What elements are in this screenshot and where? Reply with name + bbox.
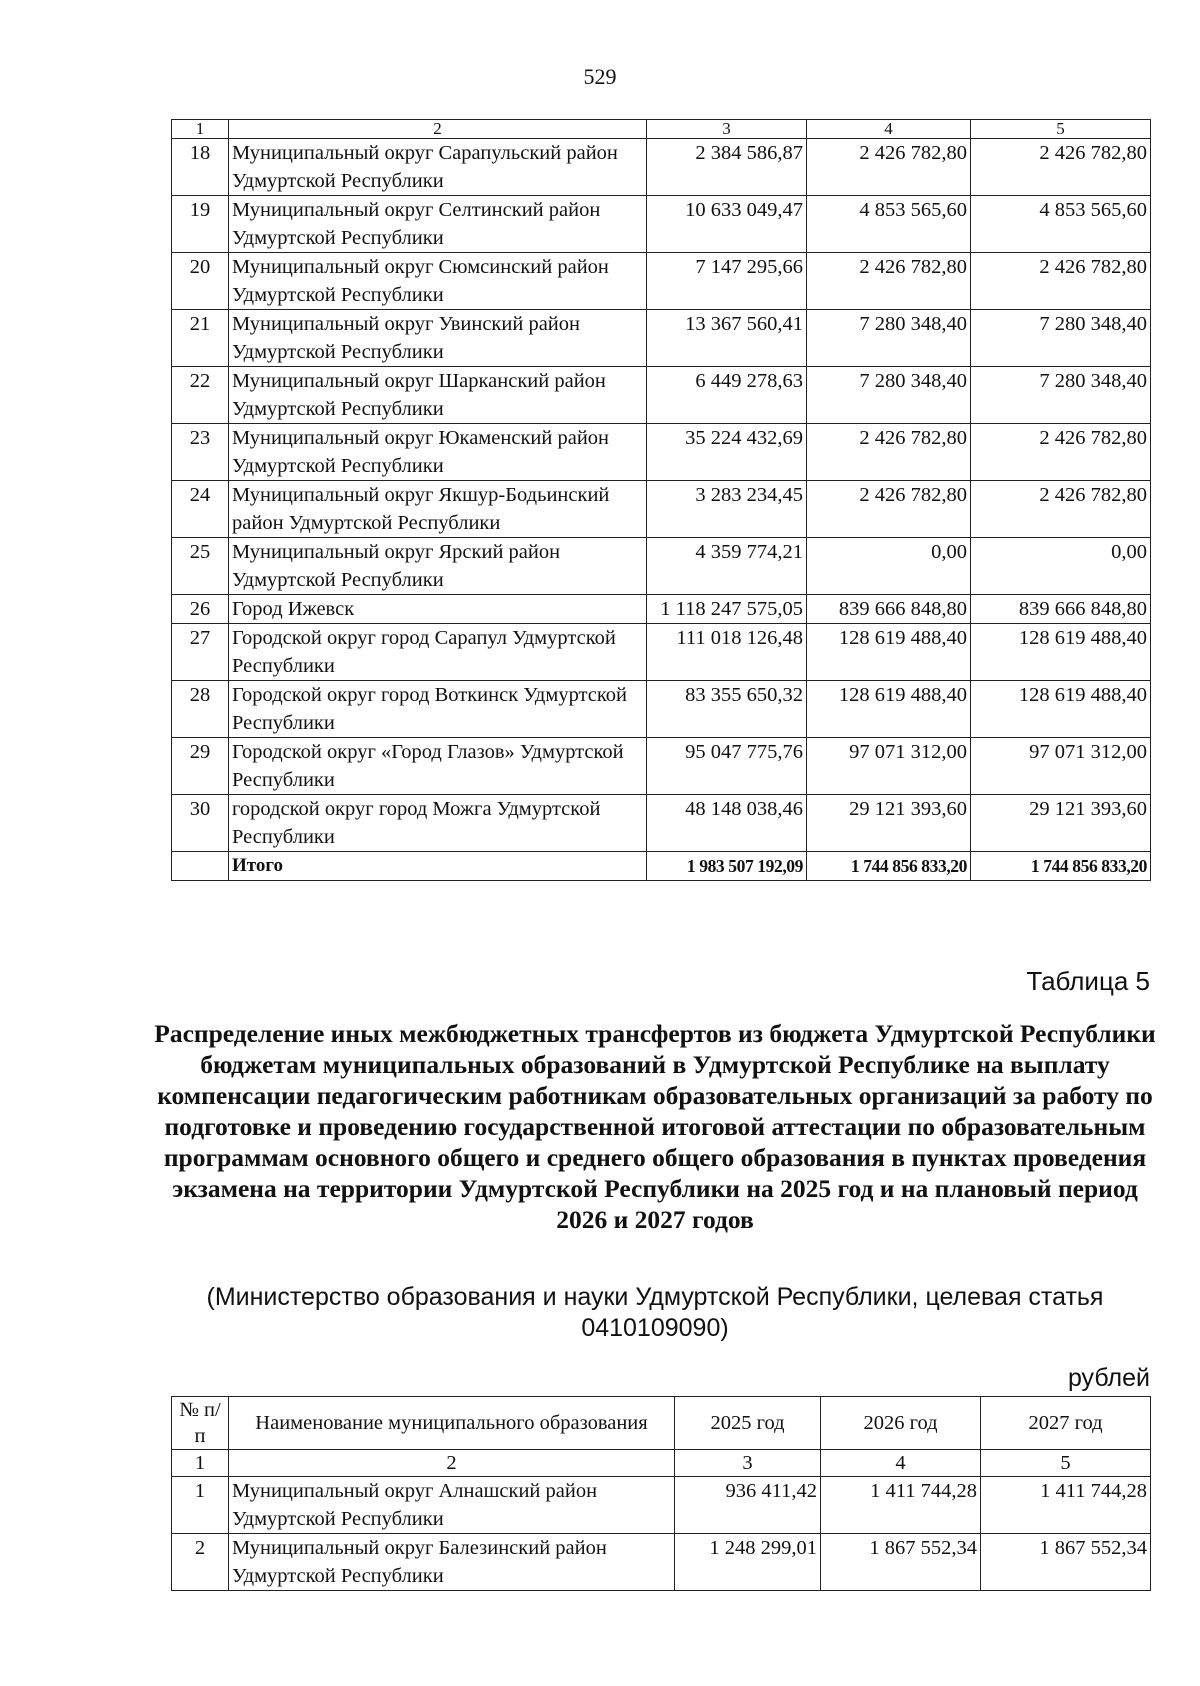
table-title: Распределение иных межбюджетных трансфертов из бюджета Удмуртской Республики бюджетам муниципальных образований в Удмуртской Республике на выплату компенсации педагогическим работникам образовательных организаций за работу по подготовке и проведению государственной итоговой аттестации по образовательным программам основного общего и среднего общего образования в пунктах проведения экзамена на территории Удмуртской Республики на 2025 год и на плановый период 2026 и 2027 годов (154, 1019, 1156, 1234)
row-number: 19 (172, 196, 229, 253)
value-2026: 2 426 782,80 (807, 139, 971, 196)
value-2027: 1 411 744,28 (981, 1477, 1151, 1534)
column-index-row (172, 1450, 1151, 1477)
value-2027: 2 426 782,80 (971, 139, 1151, 196)
municipality-name: Муниципальный округ Сарапульский район Удмуртской Республики (229, 139, 647, 196)
total-2027: 1 744 856 833,20 (971, 852, 1151, 881)
row-number: 22 (172, 367, 229, 424)
municipality-name: Муниципальный округ Юкаменский район Удмуртской Республики (229, 424, 647, 481)
value-2025: 48 148 038,46 (647, 795, 807, 852)
value-2027: 97 071 312,00 (971, 738, 1151, 795)
row-number: 24 (172, 481, 229, 538)
table-row (172, 310, 1151, 367)
value-2026: 4 853 565,60 (807, 196, 971, 253)
table-row (172, 1534, 1151, 1591)
column-index: 2 (229, 120, 647, 139)
header-name: Наименование муниципального образования (229, 1397, 675, 1450)
value-2025: 7 147 295,66 (647, 253, 807, 310)
row-number: 2 (172, 1534, 229, 1591)
municipality-name: Муниципальный округ Ярский район Удмуртской Республики (229, 538, 647, 595)
municipality-name: Муниципальный округ Селтинский район Удмуртской Республики (229, 196, 647, 253)
municipality-name: городской округ город Можга Удмуртской Республики (229, 795, 647, 852)
table-row (172, 795, 1151, 852)
value-2025: 111 018 126,48 (647, 624, 807, 681)
table-row (172, 367, 1151, 424)
value-2025: 6 449 278,63 (647, 367, 807, 424)
value-2027: 128 619 488,40 (971, 624, 1151, 681)
value-2025: 3 283 234,45 (647, 481, 807, 538)
value-2026: 1 411 744,28 (821, 1477, 981, 1534)
municipality-name: Муниципальный округ Шарканский район Удмуртской Республики (229, 367, 647, 424)
budget-table-continued (171, 119, 1151, 881)
value-2027: 128 619 488,40 (971, 681, 1151, 738)
value-2025: 1 248 299,01 (675, 1534, 821, 1591)
value-2025: 10 633 049,47 (647, 196, 807, 253)
value-2025: 4 359 774,21 (647, 538, 807, 595)
value-2026: 128 619 488,40 (807, 681, 971, 738)
header-2025: 2025 год (675, 1397, 821, 1450)
municipality-name: Муниципальный округ Сюмсинский район Удмуртской Республики (229, 253, 647, 310)
table-row (172, 538, 1151, 595)
row-number: 18 (172, 139, 229, 196)
value-2026: 97 071 312,00 (807, 738, 971, 795)
value-2027: 29 121 393,60 (971, 795, 1151, 852)
value-2027: 2 426 782,80 (971, 424, 1151, 481)
municipality-name: Муниципальный округ Балезинский район Удмуртской Республики (229, 1534, 675, 1591)
column-index: 5 (981, 1450, 1151, 1477)
table-subtitle: (Министерство образования и науки Удмуртской Республики, целевая статья 0410109090) (206, 1283, 1104, 1342)
value-2025: 35 224 432,69 (647, 424, 807, 481)
table-row (172, 196, 1151, 253)
table-row (172, 738, 1151, 795)
table-row (172, 681, 1151, 738)
value-2027: 2 426 782,80 (971, 253, 1151, 310)
value-2026: 7 280 348,40 (807, 367, 971, 424)
column-index: 3 (675, 1450, 821, 1477)
table-row (172, 624, 1151, 681)
row-number: 25 (172, 538, 229, 595)
page-number: 529 (583, 64, 617, 89)
header-num: № п/п (172, 1397, 229, 1450)
row-number: 1 (172, 1477, 229, 1534)
table-row (172, 481, 1151, 538)
value-2027: 0,00 (971, 538, 1151, 595)
row-number: 27 (172, 624, 229, 681)
transfers-table (171, 1396, 1151, 1591)
row-number (172, 852, 229, 881)
header-row (172, 1397, 1151, 1450)
column-index: 2 (229, 1450, 675, 1477)
column-index: 4 (807, 120, 971, 139)
row-number: 21 (172, 310, 229, 367)
value-2026: 1 867 552,34 (821, 1534, 981, 1591)
row-number: 29 (172, 738, 229, 795)
row-number: 30 (172, 795, 229, 852)
value-2027: 7 280 348,40 (971, 367, 1151, 424)
value-2027: 7 280 348,40 (971, 310, 1151, 367)
value-2026: 0,00 (807, 538, 971, 595)
total-row (172, 852, 1151, 881)
municipality-name: Муниципальный округ Якшур-Бодьинский район Удмуртской Республики (229, 481, 647, 538)
column-index: 4 (821, 1450, 981, 1477)
municipality-name: Городской округ город Воткинск Удмуртской Республики (229, 681, 647, 738)
value-2025: 13 367 560,41 (647, 310, 807, 367)
municipality-name: Город Ижевск (229, 595, 647, 624)
column-index: 1 (172, 120, 229, 139)
municipality-name: Городской округ «Город Глазов» Удмуртской Республики (229, 738, 647, 795)
table-caption: Таблица 5 (1026, 966, 1150, 996)
column-index: 3 (647, 120, 807, 139)
header-2026: 2026 год (821, 1397, 981, 1450)
table-row (172, 1477, 1151, 1534)
table-row (172, 595, 1151, 624)
value-2026: 2 426 782,80 (807, 424, 971, 481)
column-index-row (172, 120, 1151, 139)
table-row (172, 424, 1151, 481)
municipality-name: Муниципальный округ Увинский район Удмуртской Республики (229, 310, 647, 367)
table-row (172, 253, 1151, 310)
municipality-name: Городской округ город Сарапул Удмуртской Республики (229, 624, 647, 681)
row-number: 20 (172, 253, 229, 310)
total-2026: 1 744 856 833,20 (807, 852, 971, 881)
value-2026: 2 426 782,80 (807, 481, 971, 538)
row-number: 28 (172, 681, 229, 738)
value-2025: 1 118 247 575,05 (647, 595, 807, 624)
table-row (172, 139, 1151, 196)
value-2027: 4 853 565,60 (971, 196, 1151, 253)
value-2026: 839 666 848,80 (807, 595, 971, 624)
total-label: Итого (229, 852, 647, 881)
value-2026: 29 121 393,60 (807, 795, 971, 852)
value-2027: 1 867 552,34 (981, 1534, 1151, 1591)
value-2027: 2 426 782,80 (971, 481, 1151, 538)
value-2027: 839 666 848,80 (971, 595, 1151, 624)
value-2025: 936 411,42 (675, 1477, 821, 1534)
total-2025: 1 983 507 192,09 (647, 852, 807, 881)
column-index: 5 (971, 120, 1151, 139)
unit-label: рублей (1067, 1364, 1150, 1392)
value-2025: 95 047 775,76 (647, 738, 807, 795)
value-2025: 83 355 650,32 (647, 681, 807, 738)
value-2025: 2 384 586,87 (647, 139, 807, 196)
value-2026: 2 426 782,80 (807, 253, 971, 310)
row-number: 23 (172, 424, 229, 481)
value-2026: 128 619 488,40 (807, 624, 971, 681)
municipality-name: Муниципальный округ Алнашский район Удмуртской Республики (229, 1477, 675, 1534)
header-2027: 2027 год (981, 1397, 1151, 1450)
row-number: 26 (172, 595, 229, 624)
value-2026: 7 280 348,40 (807, 310, 971, 367)
column-index: 1 (172, 1450, 229, 1477)
